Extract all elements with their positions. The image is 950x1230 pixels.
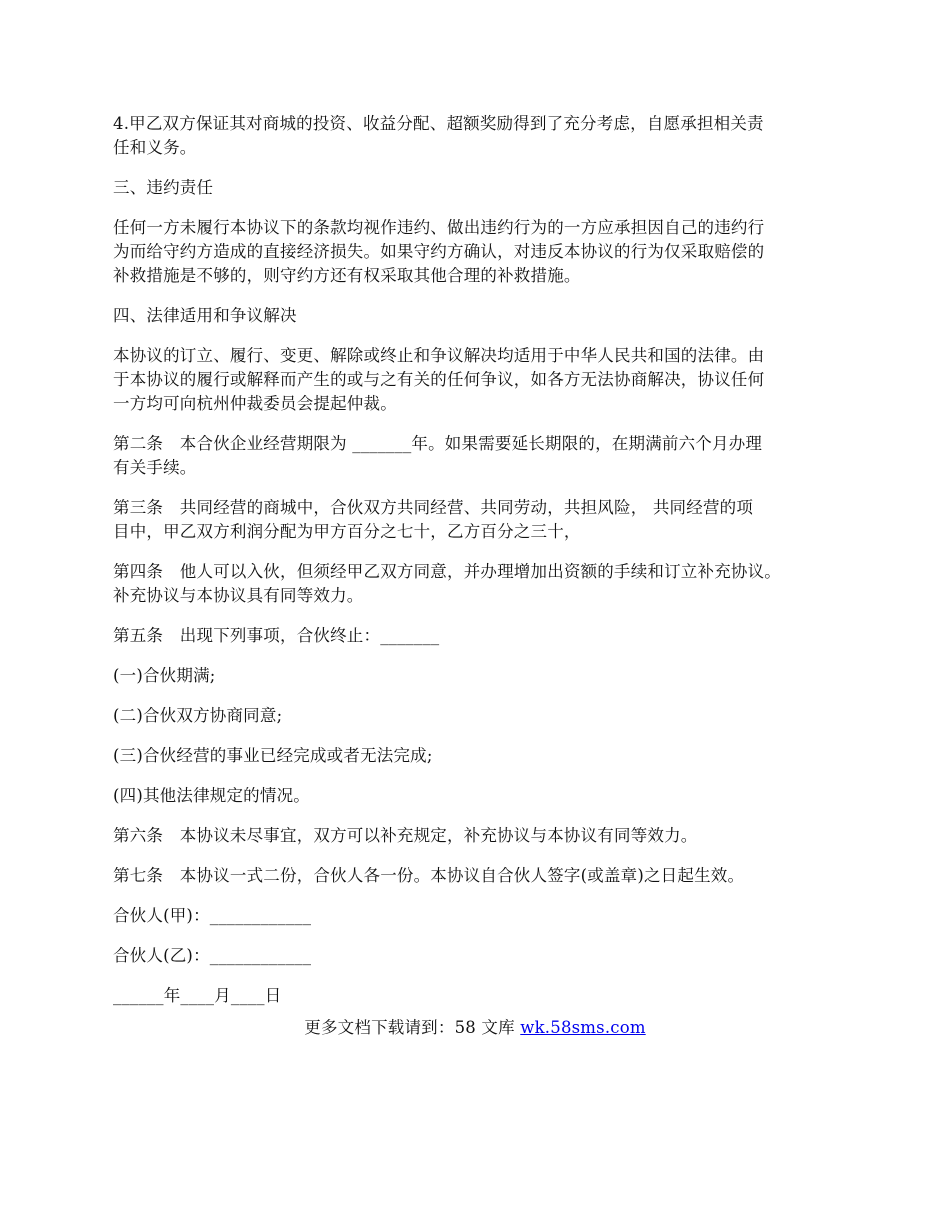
paragraph-breach-details: 任何一方未履行本协议下的条款均视作违约、做出违约行为的一方应承担因自己的违约行 为而给守约方造成的直接经济损失。如果守约方确认，对违反本协议的行为仅采取赔偿的 补救措施是不够的，则守约方还有权采取其他合理的补救措施。 [113,218,765,285]
list-item-termination-4: (四)其他法律规定的情况。 [113,786,310,805]
paragraph-article-2: 第二条 本合伙企业经营期限为 _______年。如果需要延长期限的，在期满前六个月办理 有关手续。 [113,434,763,477]
signature-partner-b: 合伙人(乙)：____________ [113,946,312,965]
footer-link[interactable]: wk.58sms.com [520,1018,646,1037]
footer-text: 更多文档下载请到：58 文库 [304,1018,521,1037]
paragraph-article-3: 第三条 共同经营的商城中，合伙双方共同经营、共同劳动，共担风险， 共同经营的项 目中，甲乙双方利润分配为甲方百分之七十，乙方百分之三十， [113,498,754,541]
list-item-termination-2: (二)合伙双方协商同意; [113,706,283,725]
signature-partner-a: 合伙人(甲)：____________ [113,906,312,925]
paragraph-article-6: 第六条 本协议未尽事宜，双方可以补充规定，补充协议与本协议有同等效力。 [113,826,698,845]
footer [0,1016,950,1040]
paragraph-article-4: 第四条 他人可以入伙，但须经甲乙双方同意，并办理增加出资额的手续和订立补充协议。 补充协议与本协议具有同等效力。 [113,562,781,605]
paragraph-dispute-resolution: 本协议的订立、履行、变更、解除或终止和争议解决均适用于中华人民共和国的法律。由 于本协议的履行或解释而产生的或与之有关的任何争议，如各方无法协商解决，协议任何 一方均可向杭州仲裁委员会提起仲裁。 [113,346,765,413]
signature-date: ______年____月____日 [113,986,282,1005]
document-body [113,112,858,1024]
heading-applicable-law: 四、法律适用和争议解决 [113,306,297,325]
list-item-termination-3: (三)合伙经营的事业已经完成或者无法完成; [113,746,433,765]
paragraph-article-7: 第七条 本协议一式二份，合伙人各一份。本协议自合伙人签字(或盖章)之日起生效。 [113,866,745,885]
paragraph-article-5: 第五条 出现下列事项，合伙终止：_______ [113,626,440,645]
heading-breach-liability: 三、违约责任 [113,178,214,197]
list-item-termination-1: (一)合伙期满; [113,666,216,685]
paragraph-clause-4: 4.甲乙双方保证其对商城的投资、收益分配、超额奖励得到了充分考虑，自愿承担相关责 任和义务。 [113,114,764,157]
